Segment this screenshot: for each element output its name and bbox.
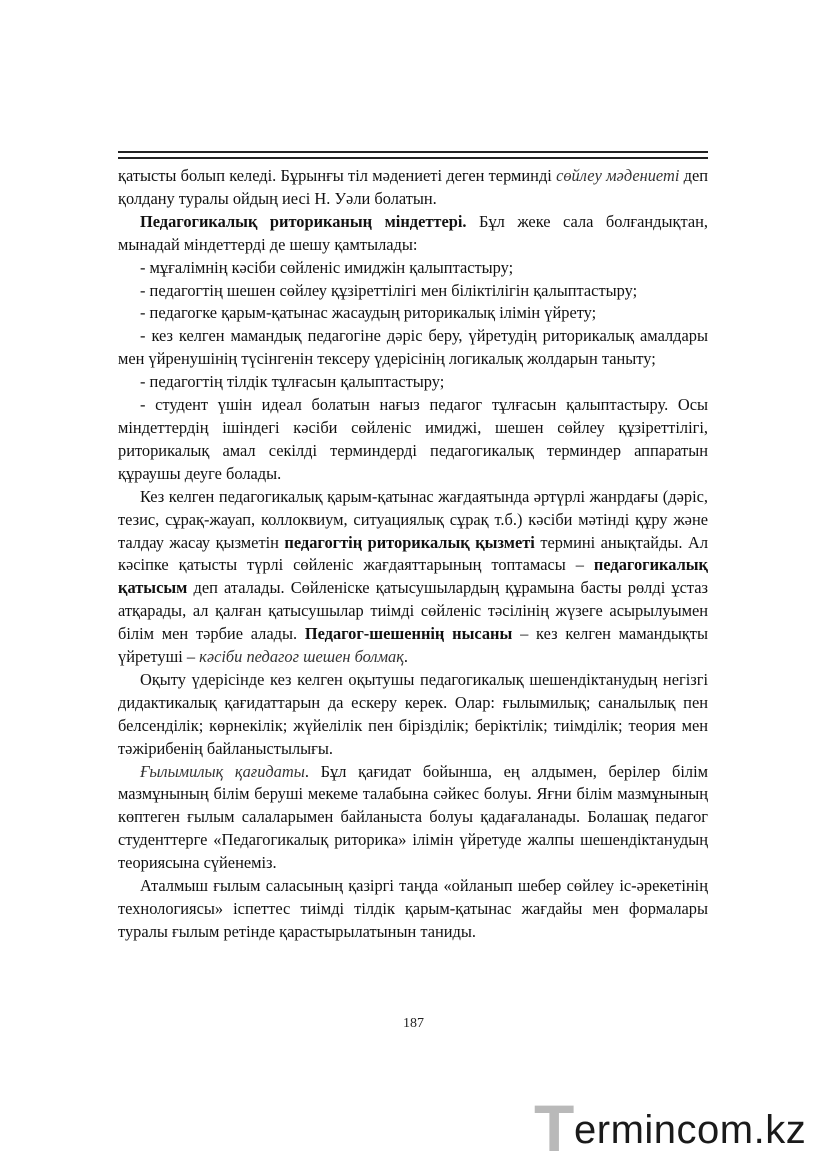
paragraph [118,302,708,325]
text-segment: Кез келген педагогикалық қарым-қатынас жағдаятында әртүрлі жанрдағы (дәріс, тезис, сұрақ-жауап, коллоквиум, ситуациялық сұрақ т.б.) кәсіби мәтінді құру және талдау жасау қызметін [118,486,708,552]
text-segment: Аталмыш ғылым саласының қазіргі таңда «ойланып шебер сөйлеу іс-әрекетінің технологиясы» іспеттес тиімді тілдік қарым-қатынас жағдайы мен формалары туралы ғылым ретінде қарастырылатынын таниды. [118,876,708,941]
paragraph [118,325,708,371]
header-rule-top [118,151,708,153]
text-segment: . Бұл қағидат бойынша, ең алдымен, берілер білім мазмұнының білім беруші мекеме талабына сәйкес болуы. Яғни білім мазмұнының көптеген ғылым салаларымен байланыста болуы қадағаланады. Болашақ педагог студенттерге «Педагогикалық риторика» ілімін үйретуде жалпы шешендіктанудың теориясына сүйенеміз. [118,761,709,873]
paragraph [118,280,708,303]
paragraph [118,165,708,211]
text-segment: деп қолдану туралы ойдың иесі Н. Уәли болатын. [118,166,709,208]
text-segment: Бұл жеке сала болғандықтан, мынадай міндеттерді де шешу қамтылады: [118,211,708,254]
text-segment: - педагогтің шешен сөйлеу құзіреттілігі мен біліктілігін қалыптастыру; [140,280,638,300]
text-segment: Педагогикалық риториканың міндеттері. [140,211,467,231]
paragraph [118,486,708,669]
text-segment: Педагог-шешеннің нысаны [304,624,513,644]
paragraph [118,257,708,280]
text-segment: - кез келген мамандық педагогіне дәріс беру, үйретудің риторикалық амалдары мен үйренушінің түсінгенін тексеру үдерісінің логикалық жолдарын таныту; [118,326,708,369]
paragraph [118,669,708,761]
text-segment: - педагогтің тілдік тұлғасын қалыптастыру; [140,372,445,392]
text-segment: Оқыту үдерісінде кез келген оқытушы педагогикалық шешендіктанудың негізгі дидактикалық қағидаттарын да ескеру керек. Олар: ғылымилық; саналылық пен белсенділік; көрнекілік; жүйелілік пен бірізділік; беріктілік; тиімділік; теория мен тәжірибенің байланыстылығы. [118,669,708,758]
text-segment: педагогтің риторикалық қызметі [284,532,535,552]
paragraph [118,394,708,486]
text-segment: - мұғалімнің кәсіби сөйленіс имиджін қалыптастыру; [140,257,514,277]
text-segment: . [403,647,409,667]
paragraph [118,875,708,944]
text-segment: педагогикалық қатысым [118,555,708,598]
text-segment: - студент үшін идеал болатын нағыз педагог тұлғасын қалыптастыру. Осы міндеттердің ішіндегі кәсіби сөйленіс имиджі, шешен сөйлеу құзіреттілігі, риторикалық амал секілді терминдерді педагогикалық терминдер аппаратын құраушы деуге болады. [118,395,708,483]
logo-text: ermincom.kz [574,1108,807,1152]
paragraph [118,761,708,876]
text-segment: термині анықтайды. Ал кәсіпке қатысты түрлі сөйленіс жағдаяттарының топтамасы – [118,532,709,575]
logo-letter: T [534,1091,575,1165]
text-segment: - педагогке қарым-қатынас жасаудың риторикалық ілімін үйрету; [140,303,597,323]
header-rule-bottom [118,157,708,159]
text-segment: қатысты болып келеді. Бұрынғы тіл мәдениеті деген терминді [118,166,557,185]
page-number: 187 [403,1016,424,1031]
paragraph [118,211,708,257]
paragraph [118,371,708,394]
text-segment: кәсіби педагог шешен болмақ [199,647,404,667]
body-text [118,165,708,944]
text-segment: – кез келген мамандықты үйретуші – [118,624,708,667]
text-segment: сөйлеу мәдениеті [556,166,680,185]
termincom-logo[interactable] [534,1091,814,1165]
text-segment: Ғылымилық қағидаты [140,761,305,781]
text-segment: деп аталады. Сөйленіске қатысушылардың құрамына басты рөлді ұстаз атқарады, ал қалған қатысушылар тиімді сөйленіс тәсілінің жүзеге асырылуымен білім мен тәрбие алады. [118,578,708,644]
